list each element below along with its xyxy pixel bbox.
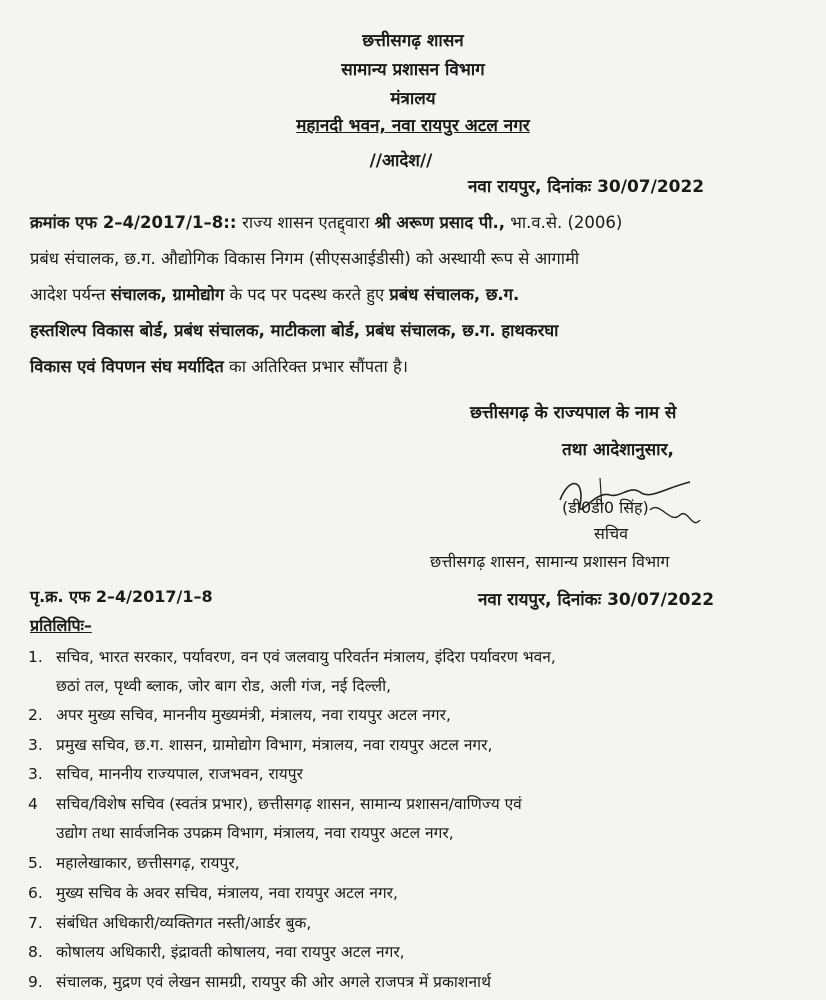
signoff-line-2: तथा आदेशानुसार,	[562, 440, 674, 460]
order-date: नवा रायपुर, दिनांकः 30/07/2022	[468, 177, 705, 197]
new-post: संचालक, ग्रामोद्योग	[110, 285, 225, 304]
list-item	[28, 851, 240, 873]
list-item	[28, 792, 522, 814]
list-item	[28, 645, 556, 667]
list-item	[28, 881, 398, 903]
body-text: के पद पर पदस्थ करते हुए	[224, 285, 390, 304]
item-text: अपर मुख्य सचिव, माननीय मुख्यमंत्री, मंत्रालय, नवा रायपुर अटल नगर,	[56, 706, 451, 724]
item-text: प्रमुख सचिव, छ.ग. शासन, ग्रामोद्योग विभाग, मंत्रालय, नवा रायपुर अटल नगर,	[56, 736, 493, 754]
item-number: 6.	[28, 884, 43, 902]
body-text: आदेश पर्यन्त	[30, 285, 111, 304]
officer-name: श्री अरूण प्रसाद पी.,	[374, 213, 506, 232]
item-text: महालेखाकार, छत्तीसगढ़, रायपुर,	[56, 854, 240, 872]
signoff-line-1: छत्तीसगढ़ के राज्यपाल के नाम से	[470, 403, 677, 423]
item-number: 8.	[28, 943, 43, 961]
additional-charge: विकास एवं विपणन संघ मर्यादित	[30, 357, 224, 376]
body-text: का अतिरिक्त प्रभार सौंपता है।	[223, 357, 409, 376]
body-line-5	[30, 349, 790, 385]
list-item	[28, 940, 405, 962]
copy-label: प्रतिलिपिः–	[30, 616, 92, 635]
signatory-name: (डी0डी0 सिंह)	[562, 498, 649, 517]
item-number: 5.	[28, 854, 43, 872]
list-item	[28, 970, 491, 992]
header-govt: छत्तीसगढ़ शासन	[362, 31, 464, 51]
body-line-3	[30, 277, 790, 313]
order-body	[30, 205, 790, 385]
order-label: //आदेश//	[369, 151, 433, 171]
list-item	[28, 762, 303, 784]
body-line-2: प्रबंध संचालक, छ.ग. औद्योगिक विकास निगम (सीएसआईडीसी) को अस्थायी रूप से आगामी	[30, 249, 580, 268]
item-text: संचालक, मुद्रण एवं लेखन सामग्री, रायपुर की ओर अगले राजपत्र में प्रकाशनार्थ	[56, 973, 491, 991]
header-department: सामान्य प्रशासन विभाग	[341, 60, 485, 80]
item-number: 2.	[28, 706, 43, 724]
list-item-continuation: उद्योग तथा सार्वजनिक उपक्रम विभाग, मंत्रालय, नवा रायपुर अटल नगर,	[56, 824, 454, 842]
order-number: क्रमांक एफ 2–4/2017/1–8::	[30, 213, 243, 232]
additional-charge: प्रबंध संचालक, छ.ग.	[389, 285, 520, 304]
list-item	[28, 703, 451, 725]
body-text: राज्य शासन एतद्द्वारा	[242, 213, 375, 232]
endorsement-ref: पृ.क्र. एफ 2–4/2017/1–8	[30, 587, 213, 606]
header-ministry: मंत्रालय	[390, 89, 436, 109]
signatory-designation: सचिव	[594, 524, 629, 543]
item-text: कोषालय अधिकारी, इंद्रावती कोषालय, नवा रायपुर अटल नगर,	[56, 943, 405, 961]
body-line-4: हस्तशिल्प विकास बोर्ड, प्रबंध संचालक, माटीकला बोर्ड, प्रबंध संचालक, छ.ग. हाथकरघा	[30, 321, 559, 340]
signatory-department: छत्तीसगढ़ शासन, सामान्य प्रशासन विभाग	[430, 552, 670, 571]
item-text: सचिव, माननीय राज्यपाल, राजभवन, रायपुर	[56, 765, 303, 783]
body-text: भा.व.से. (2006)	[505, 213, 623, 232]
item-number: 7.	[28, 914, 43, 932]
item-number: 3.	[28, 765, 43, 783]
list-item	[28, 733, 492, 755]
list-item	[28, 911, 311, 933]
item-text: सचिव, भारत सरकार, पर्यावरण, वन एवं जलवायु परिवर्तन मंत्रालय, इंदिरा पर्यावरण भवन,	[56, 648, 556, 666]
endorsement-date: नवा रायपुर, दिनांकः 30/07/2022	[478, 590, 715, 610]
item-text: मुख्य सचिव के अवर सचिव, मंत्रालय, नवा रायपुर अटल नगर,	[56, 884, 398, 902]
item-number: 1.	[28, 648, 43, 666]
list-item-continuation: छठां तल, पृथ्वी ब्लाक, जोर बाग रोड, अली गंज, नई दिल्ली,	[56, 677, 392, 695]
item-number: 9.	[28, 973, 43, 991]
header-address: महानदी भवन, नवा रायपुर अटल नगर	[296, 116, 530, 136]
item-text: संबंधित अधिकारी/व्यक्तिगत नस्ती/आर्डर बुक,	[56, 914, 312, 932]
item-number: 3.	[28, 736, 43, 754]
item-number: 4	[28, 795, 38, 813]
item-text: सचिव/विशेष सचिव (स्वतंत्र प्रभार), छत्तीसगढ़ शासन, सामान्य प्रशासन/वाणिज्य एवं	[56, 795, 522, 813]
body-line-1	[30, 205, 790, 241]
